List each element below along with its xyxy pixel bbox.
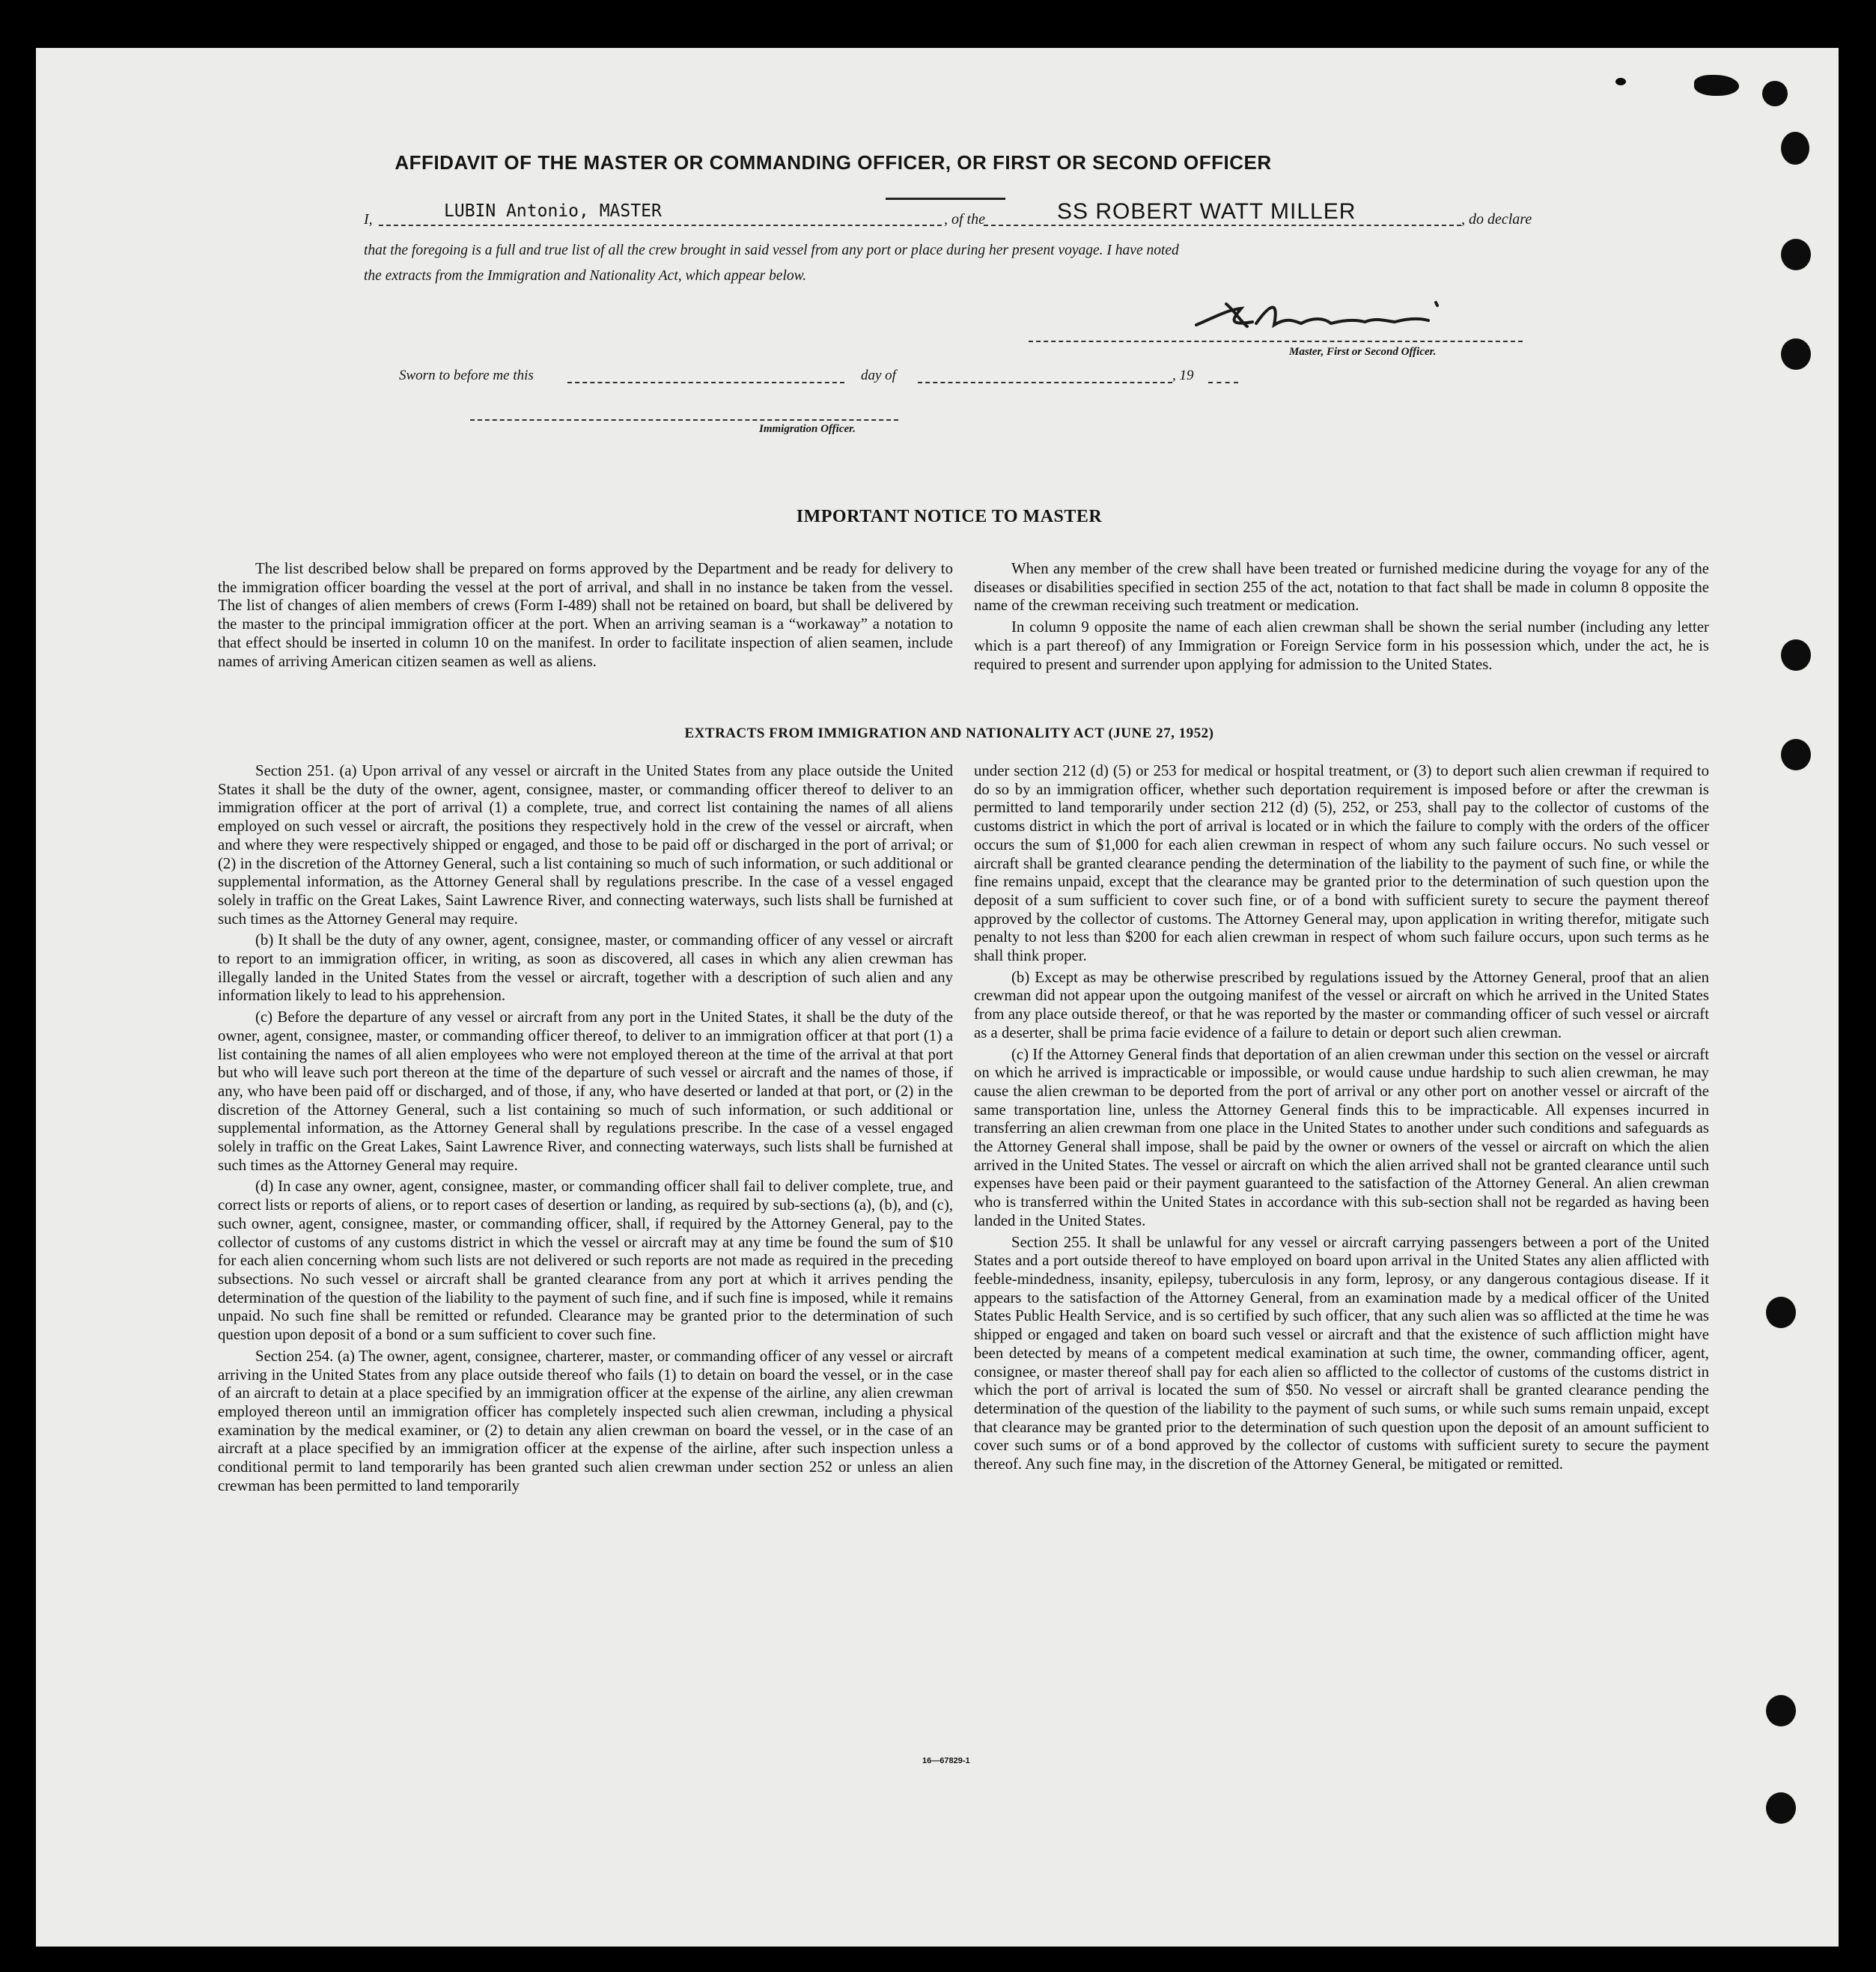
- signature-caption: Master, First or Second Officer.: [1289, 346, 1437, 358]
- document-page: [36, 48, 1839, 1947]
- of-the-label: , of the: [944, 211, 985, 228]
- master-name-value: LUBIN Antonio, MASTER: [444, 201, 662, 221]
- affidavit-title: AFFIDAVIT OF THE MASTER OR COMMANDING OFFICER, OR FIRST OR SECOND OFFICER: [395, 151, 1272, 174]
- ink-blot: [1694, 75, 1739, 96]
- punch-hole: [1766, 1695, 1796, 1726]
- punch-hole: [1781, 338, 1811, 370]
- notice-right-column: [974, 560, 1709, 674]
- declaration-line-2: the extracts from the Immigration and Nationality Act, which appear below.: [364, 268, 807, 284]
- punch-hole: [1781, 739, 1811, 770]
- extracts-left-column: [218, 762, 953, 1495]
- ink-blot: [1615, 78, 1626, 85]
- punch-hole: [1781, 639, 1811, 671]
- year-label: , 19: [1172, 368, 1194, 383]
- title-divider: [886, 198, 1005, 200]
- punch-hole: [1781, 132, 1809, 165]
- do-declare-label: , do declare: [1461, 211, 1532, 228]
- extract-paragraph: (b) Except as may be otherwise prescribed by regulations issued by the Attorney General, proof that an alien crewman did not appear upon the outgoing manifest of the vessel or aircraft on which he arrived in the United States from any place outside thereof, or that he was reported by the master or commanding officer of such vessel or aircraft as a deserter, shall be prima facie evidence of a failure to detain or deport such alien crewman.: [974, 968, 1709, 1041]
- extract-paragraph: Section 251. (a) Upon arrival of any vessel or aircraft in the United States from any place outside the United States it shall be the duty of the owner, agent, consignee, master, or commanding officer thereof to deliver to an immigration officer at the port of arrival (1) a complete, true, and correct list containing the names of all aliens employed on such vessel or aircraft, the positions they respectively hold in the crew of the vessel or aircraft, when and where they were respectively shipped or engaged, and those to be paid off or discharged in the port of arrival; or (2) in the discretion of the Attorney General, such a list containing so much of such information, or such additional or supplemental information, as the Attorney General shall by regulations prescribe. In the case of a vessel engaged solely in traffic on the Great Lakes, Saint Lawrence River, and connecting waterways, such lists shall be furnished at such times as the Attorney General may require.: [218, 762, 953, 928]
- ink-blot: [1762, 81, 1788, 106]
- vessel-name-value: SS ROBERT WATT MILLER: [1057, 199, 1356, 224]
- notice-title: IMPORTANT NOTICE TO MASTER: [796, 507, 1103, 526]
- notice-paragraph: The list described below shall be prepared on forms approved by the Department and be ready for delivery to the immigration officer boarding the vessel at the port of arrival, and shall in no instance be taken from the vessel. The list of changes of alien members of crews (Form I-489) shall not be retained on board, but shall be delivered by the master to the principal immigration officer at the port. When an arriving seaman is a “workaway” a notation to that effect should be inserted in column 10 on the manifest. In order to facilitate inspection of alien seamen, include names of arriving American citizen seamen as well as aliens.: [218, 560, 953, 670]
- extract-paragraph: (c) If the Attorney General finds that deportation of an alien crewman under this section on the vessel or aircraft on which he arrived is impracticable or impossible, or would cause undue hardship to such alien crewman, he may cause the alien crewman to be deported from the port of arrival or any other port on another vessel or aircraft of the same transportation line, unless the Attorney General finds this to be impracticable. All expenses incurred in transferring an alien crewman from one place in the United States to another under such conditions and safeguards as the Attorney General shall impose, shall be paid by the owner or owners of the vessel or aircraft on which the alien arrived in the United States. The vessel or aircraft on which the alien arrived shall not be granted clearance until such expenses have been paid or their payment guaranteed to the satisfaction of the Attorney General. An alien crewman who is transferred within the United States in accordance with this sub-section shall not be regarded as having been landed in the United States.: [974, 1045, 1709, 1229]
- sworn-label: Sworn to before me this: [399, 368, 534, 383]
- extract-paragraph: (c) Before the departure of any vessel or aircraft from any port in the United States, it shall be the duty of the owner, agent, consignee, master, or commanding officer thereof, to deliver to an immigration officer at that port (1) a list containing the names of all alien employees who were not employed thereon at the time of the arrival at that port but who will leave such port thereon at the time of the departure of such vessel or aircraft and the names of those, if any, who have been paid off or discharged, and of those, if any, who have deserted or landed at that port, or (2) in the discretion of the Attorney General, such a list containing so much of such information, or such additional or supplemental information, as the Attorney General shall by regulations prescribe. In the case of a vessel engaged solely in traffic on the Great Lakes, Saint Lawrence River, and connecting waterways, such lists shall be furnished at such times as the Attorney General may require.: [218, 1008, 953, 1174]
- extract-paragraph: (d) In case any owner, agent, consignee, master, or commanding officer shall fail to deliver complete, true, and correct lists or reports of aliens, or to report cases of desertion or landing, as required by sub-sections (a), (b), and (c), such owner, agent, consignee, master, or commanding officer, shall, if required by the Attorney General, pay to the collector of customs of any customs district in which the vessel or aircraft may at any time be found the sum of $10 for each alien concerning whom such lists are not delivered or such reports are not made as required in the preceding subsections. No such vessel or aircraft shall be granted clearance from any port at which it arrives pending the determination of the question of the liability to the payment of such fine, and if such fine is imposed, while it remains unpaid. No such fine shall be remitted or refunded. Clearance may be granted prior to the determination of such question upon deposit of a bond or a sum sufficient to cover such fine.: [218, 1178, 953, 1344]
- declaration-line-1: that the foregoing is a full and true list of all the crew brought in said vessel from any port or place during her present voyage. I have noted: [364, 243, 1179, 258]
- master-name-line: [379, 225, 942, 226]
- punch-hole: [1766, 1792, 1796, 1824]
- vessel-name-line: [984, 225, 1461, 226]
- immigration-officer-caption: Immigration Officer.: [759, 423, 856, 435]
- master-signature: [1181, 287, 1496, 340]
- extracts-title: EXTRACTS FROM IMMIGRATION AND NATIONALITY ACT (JUNE 27, 1952): [684, 725, 1214, 741]
- year-line: [1208, 382, 1238, 383]
- punch-hole: [1781, 239, 1811, 270]
- extract-paragraph: Section 254. (a) The owner, agent, consignee, charterer, master, or commanding officer of any vessel or aircraft arriving in the United States from any place outside thereof who fails (1) to detain on board the vessel, or in the case of an aircraft to detain at a place specified by an immigration officer at the expense of the airline, any alien crewman employed thereon until an immigration officer has completely inspected such alien crewman, including a physical examination by the medical examiner, or (2) to detain any alien crewman on board the vessel, or in the case of an aircraft at a place specified by an immigration officer at the expense of the airline, after such inspection unless a conditional permit to land temporarily has been granted such alien crewman under section 252 or unless an alien crewman has been permitted to land temporarily: [218, 1347, 953, 1494]
- extract-paragraph: under section 212 (d) (5) or 253 for medical or hospital treatment, or (3) to deport such alien crewman if required to do so by an immigration officer, whether such deportation requirement is imposed before or after the crewman is permitted to land temporarily under section 212 (d) (5), 252, or 253, shall pay to the collector of customs of the customs district in which the port of arrival is located or in which the failure to comply with the orders of the officer occurs the sum of $1,000 for each alien crewman in respect of whom any such failure occurs. No such vessel or aircraft shall be granted clearance pending the determination of the liability to the payment of such fine, or while the fine remains unpaid, except that the clearance may be granted prior to the determination of such question upon the deposit of a sum sufficient to cover such fine, or of a bond with sufficient surety to secure the payment thereof approved by the collector of customs. The Attorney General may, upon application in writing therefor, mitigate such penalty to not less than $200 for each alien crewman in respect of whom such failure occurs, upon such terms as he shall think proper.: [974, 762, 1709, 965]
- extracts-right-column: [974, 762, 1709, 1474]
- sworn-date-line: [567, 382, 844, 383]
- punch-hole: [1766, 1297, 1796, 1328]
- notice-paragraph: In column 9 opposite the name of each alien crewman shall be shown the serial number (including any letter which is a part thereof) of any Immigration or Foreign Service form in his possession which, under the act, he is required to present and surrender upon applying for admission to the United States.: [974, 618, 1709, 673]
- day-of-label: day of: [861, 368, 896, 383]
- i-label: I,: [364, 211, 373, 228]
- sworn-month-line: [918, 382, 1172, 383]
- form-code: 16—67829-1: [922, 1756, 970, 1765]
- immigration-officer-line: [470, 419, 898, 421]
- notice-paragraph: When any member of the crew shall have been treated or furnished medicine during the voyage for any of the diseases or disabilities specified in section 255 of the act, notation to that fact shall be made in column 8 opposite the name of the crewman receiving such treatment or medication.: [974, 560, 1709, 615]
- notice-left-column: [218, 560, 953, 671]
- signature-line: [1029, 341, 1523, 342]
- extract-paragraph: Section 255. It shall be unlawful for any vessel or aircraft carrying passengers between a port of the United States and a port outside thereof to have employed on board upon arrival in the United States any alien afflicted with feeble-mindedness, insanity, epilepsy, tuberculosis in any form, leprosy, or any dangerous contagious disease. If it appears to the satisfaction of the Attorney General, from an examination made by a medical officer of the United States Public Health Service, and is so certified by such officer, that any such alien was so afflicted at the time he was shipped or engaged and taken on board such vessel or aircraft and that the existence of such affliction might have been detected by means of a competent medical examination at such time, the owner, commanding officer, agent, consignee, or master thereof shall pay for each alien so afflicted to the collector of customs of the customs district in which the port of arrival is located the sum of $50. No vessel or aircraft shall be granted clearance pending the determination of the question of the liability to the payment of such sums, or while such sums remain unpaid, except that clearance may be granted prior to the determination of such question upon the deposit of an amount sufficient to cover such sums or of a bond approved by the collector of customs with sufficient surety to secure the payment thereof. Any such fine may, in the discretion of the Attorney General, be mitigated or remitted.: [974, 1233, 1709, 1473]
- extract-paragraph: (b) It shall be the duty of any owner, agent, consignee, master, or commanding officer of any vessel or aircraft to report to an immigration officer, in writing, as soon as discovered, all cases in which any alien crewman has illegally landed in the United States from the vessel or aircraft, together with a description of such alien and any information likely to lead to his apprehension.: [218, 931, 953, 1005]
